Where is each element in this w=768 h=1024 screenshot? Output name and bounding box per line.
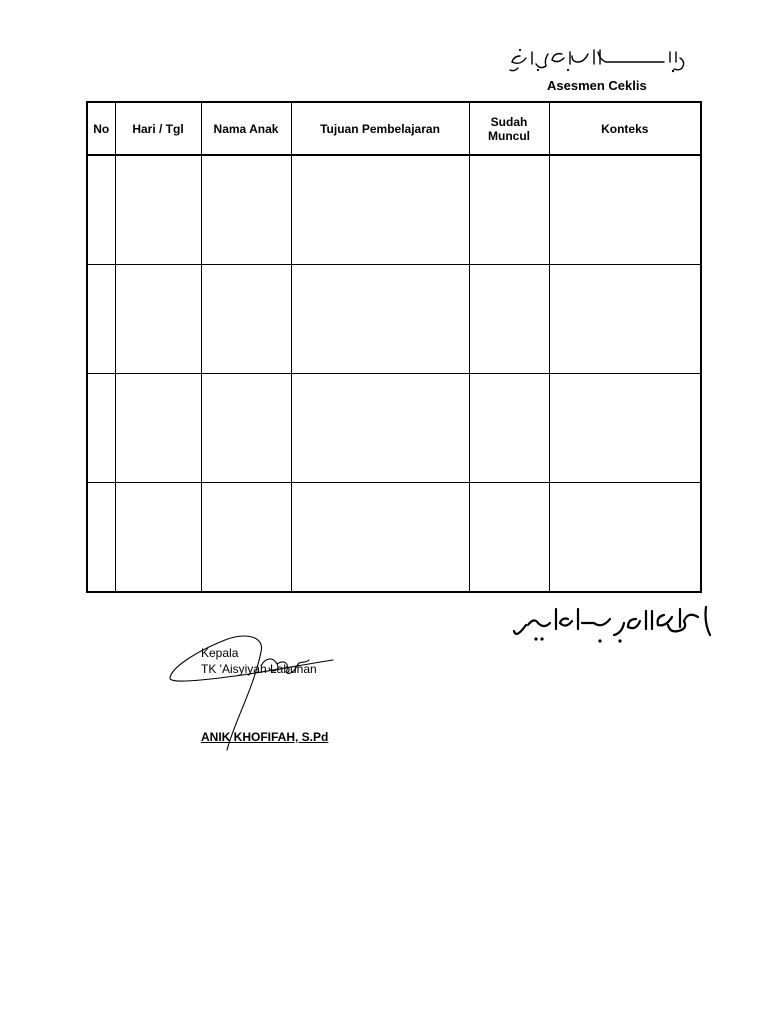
table-cell[interactable] — [291, 155, 469, 265]
table-cell[interactable] — [291, 265, 469, 374]
table-cell[interactable] — [549, 155, 701, 265]
table-cell[interactable] — [549, 265, 701, 374]
table-cell[interactable] — [469, 155, 549, 265]
table-cell[interactable] — [87, 155, 115, 265]
bismillah-calligraphy — [508, 44, 690, 76]
table-cell[interactable] — [469, 374, 549, 483]
table-cell[interactable] — [291, 483, 469, 593]
column-header-achieved: Sudah Muncul — [469, 102, 549, 155]
table-row — [87, 483, 701, 593]
table-cell[interactable] — [115, 265, 201, 374]
document-title: Asesmen Ceklis — [547, 78, 647, 93]
table-cell[interactable] — [87, 483, 115, 593]
table-cell[interactable] — [549, 483, 701, 593]
column-header-context: Konteks — [549, 102, 701, 155]
column-header-learning-goal: Tujuan Pembelajaran — [291, 102, 469, 155]
table-row — [87, 265, 701, 374]
column-header-date: Hari / Tgl — [115, 102, 201, 155]
table-row — [87, 374, 701, 483]
signatory-role: Kepala — [201, 646, 239, 660]
assessment-table-container — [86, 101, 700, 593]
column-header-child-name: Nama Anak — [201, 102, 291, 155]
table-cell[interactable] — [549, 374, 701, 483]
assessment-checklist-table — [86, 101, 702, 593]
table-cell[interactable] — [115, 155, 201, 265]
table-cell[interactable] — [87, 374, 115, 483]
table-cell[interactable] — [201, 483, 291, 593]
table-cell[interactable] — [115, 374, 201, 483]
column-header-no: No — [87, 102, 115, 155]
table-cell[interactable] — [469, 483, 549, 593]
table-cell[interactable] — [115, 483, 201, 593]
signatory-name: ANIK KHOFIFAH, S.Pd — [201, 730, 329, 744]
table-cell[interactable] — [201, 265, 291, 374]
table-row — [87, 155, 701, 265]
table-cell[interactable] — [291, 374, 469, 483]
table-cell[interactable] — [201, 374, 291, 483]
table-cell[interactable] — [201, 155, 291, 265]
hamdalah-calligraphy — [512, 603, 712, 647]
signatory-institution: TK 'Aisyiyah Labuhan — [201, 662, 317, 676]
signature-block — [201, 645, 317, 677]
table-header-row — [87, 102, 701, 155]
table-cell[interactable] — [87, 265, 115, 374]
table-cell[interactable] — [469, 265, 549, 374]
